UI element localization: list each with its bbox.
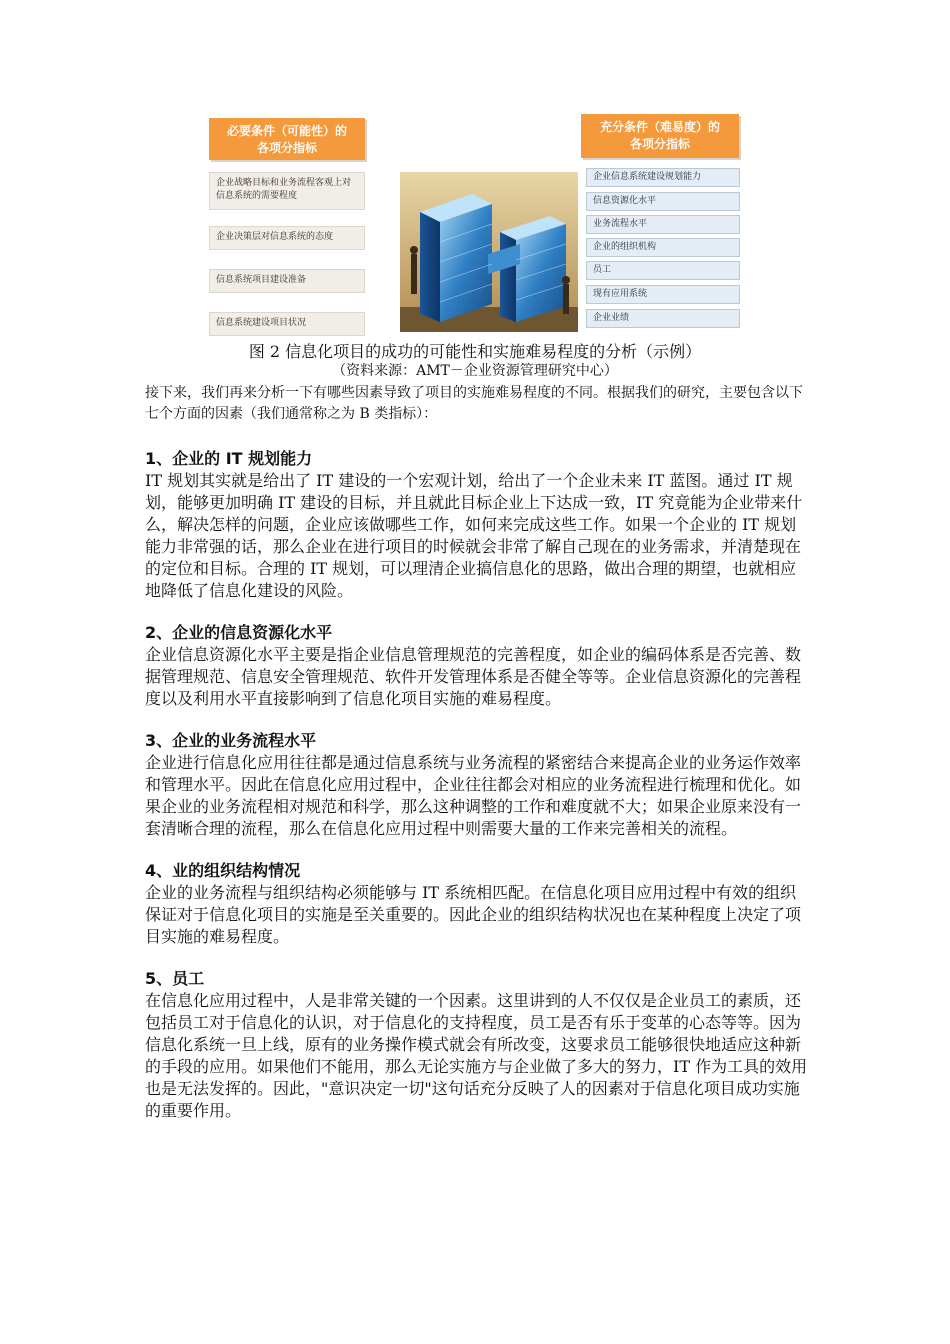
sections xyxy=(145,448,810,1142)
left-header-box xyxy=(209,118,365,160)
left-item-1: 企业战略目标和业务流程客观上对信息系统的需要程度 xyxy=(209,172,365,210)
figure-source: （资料来源：AMT－企业资源管理研究中心） xyxy=(332,363,618,379)
section-body: 在信息化应用过程中，人是非常关键的一个因素。这里讲到的人不仅仅是企业员工的素质，还包括员工对于信息化的认识，对于信息化的支持程度，员工是否有乐于变革的心态等等。因为信息化系统一旦上线，原有的业务操作模式就会有所改变，这要求员工能够很快地适应这种新的手段的应用。如果他们不能用，那么无论实施方与企业做了多大的努力，IT 作为工具的效用也是无法发挥的。因此，"意识决定一切"这句话充分反映了人的因素对于信息化项目成功实施的重要作用。 xyxy=(145,991,808,1120)
left-item-2: 企业决策层对信息系统的态度 xyxy=(209,226,365,250)
left-item-4: 信息系统建设项目状况 xyxy=(209,312,365,336)
section-business-process xyxy=(145,730,810,840)
section-heading: 5、员工 xyxy=(145,969,205,988)
right-item-4: 企业的组织机构 xyxy=(586,238,740,257)
section-heading: 2、企业的信息资源化水平 xyxy=(145,623,333,642)
figure-diagram xyxy=(203,106,750,338)
left-header-line-1: 必要条件（可能性）的 xyxy=(226,124,347,138)
section-body: 企业信息资源化水平主要是指企业信息管理规范的完善程度，如企业的编码体系是否完善、数据管理规范、信息安全管理规范、软件开发管理体系是否健全等等。企业信息资源化的完善程度以及利用水平直接影响到了信息化项目实施的难易程度。 xyxy=(145,645,802,708)
section-body: 企业进行信息化应用往往都是通过信息系统与业务流程的紧密结合来提高企业的业务运作效率和管理水平。因此在信息化应用过程中，企业往往都会对相应的业务流程进行梳理和优化。如果企业的业务流程相对规范和科学，那么这种调整的工作和难度就不大；如果企业原来没有一套清晰合理的流程，那么在信息化应用过程中则需要大量的工作来完善相关的流程。 xyxy=(145,753,802,838)
left-item-3: 信息系统项目建设准备 xyxy=(209,269,365,293)
section-heading: 3、企业的业务流程水平 xyxy=(145,731,317,750)
right-item-7: 企业业绩 xyxy=(586,309,740,328)
section-heading: 4、业的组织结构情况 xyxy=(145,861,301,880)
section-organization xyxy=(145,860,810,948)
right-header-box xyxy=(581,114,739,158)
section-body: 企业的业务流程与组织结构必须能够与 IT 系统相匹配。在信息化项目应用过程中有效的组织保证对于信息化项目的实施是至关重要的。因此企业的组织结构状况也在某种程度上决定了项目实施的难易程度。 xyxy=(145,883,802,946)
left-header-line-2: 各项分指标 xyxy=(256,141,317,155)
building-photo xyxy=(400,172,578,332)
intro-paragraph: 接下来，我们再来分析一下有哪些因素导致了项目的实施难易程度的不同。根据我们的研究，主要包含以下七个方面的因素（我们通常称之为 B 类指标）： xyxy=(145,385,803,422)
right-header-line-2: 各项分指标 xyxy=(629,137,690,151)
right-item-2: 信息资源化水平 xyxy=(586,192,740,211)
right-item-5: 员工 xyxy=(586,261,740,280)
right-item-6: 现有应用系统 xyxy=(586,285,740,304)
right-item-3: 业务流程水平 xyxy=(586,215,740,234)
section-employees xyxy=(145,968,810,1122)
figure-caption: 图 2 信息化项目的成功的可能性和实施难易程度的分析（示例） xyxy=(248,342,702,361)
section-heading: 1、企业的 IT 规划能力 xyxy=(145,449,313,468)
section-it-planning xyxy=(145,448,810,602)
right-header-line-1: 充分条件（难易度）的 xyxy=(599,120,720,134)
section-information-resources xyxy=(145,622,810,710)
right-item-1: 企业信息系统建设规划能力 xyxy=(586,168,740,187)
section-body: IT 规划其实就是给出了 IT 建设的一个宏观计划，给出了一个企业未来 IT 蓝图。通过 IT 规划，能够更加明确 IT 建设的目标，并且就此目标企业上下达成一致，IT 究竟能为企业带来什么，解决怎样的问题，企业应该做哪些工作，如何来完成这些工作。如果一个企业的 IT 规划能力非常强的话，那么企业在进行项目的时候就会非常了解自己现在的业务需求，并清楚现在的定位和目标。合理的 IT 规划，可以理清企业搞信息化的思路，做出合理的期望，也就相应地降低了信息化建设的风险。 xyxy=(145,471,803,600)
